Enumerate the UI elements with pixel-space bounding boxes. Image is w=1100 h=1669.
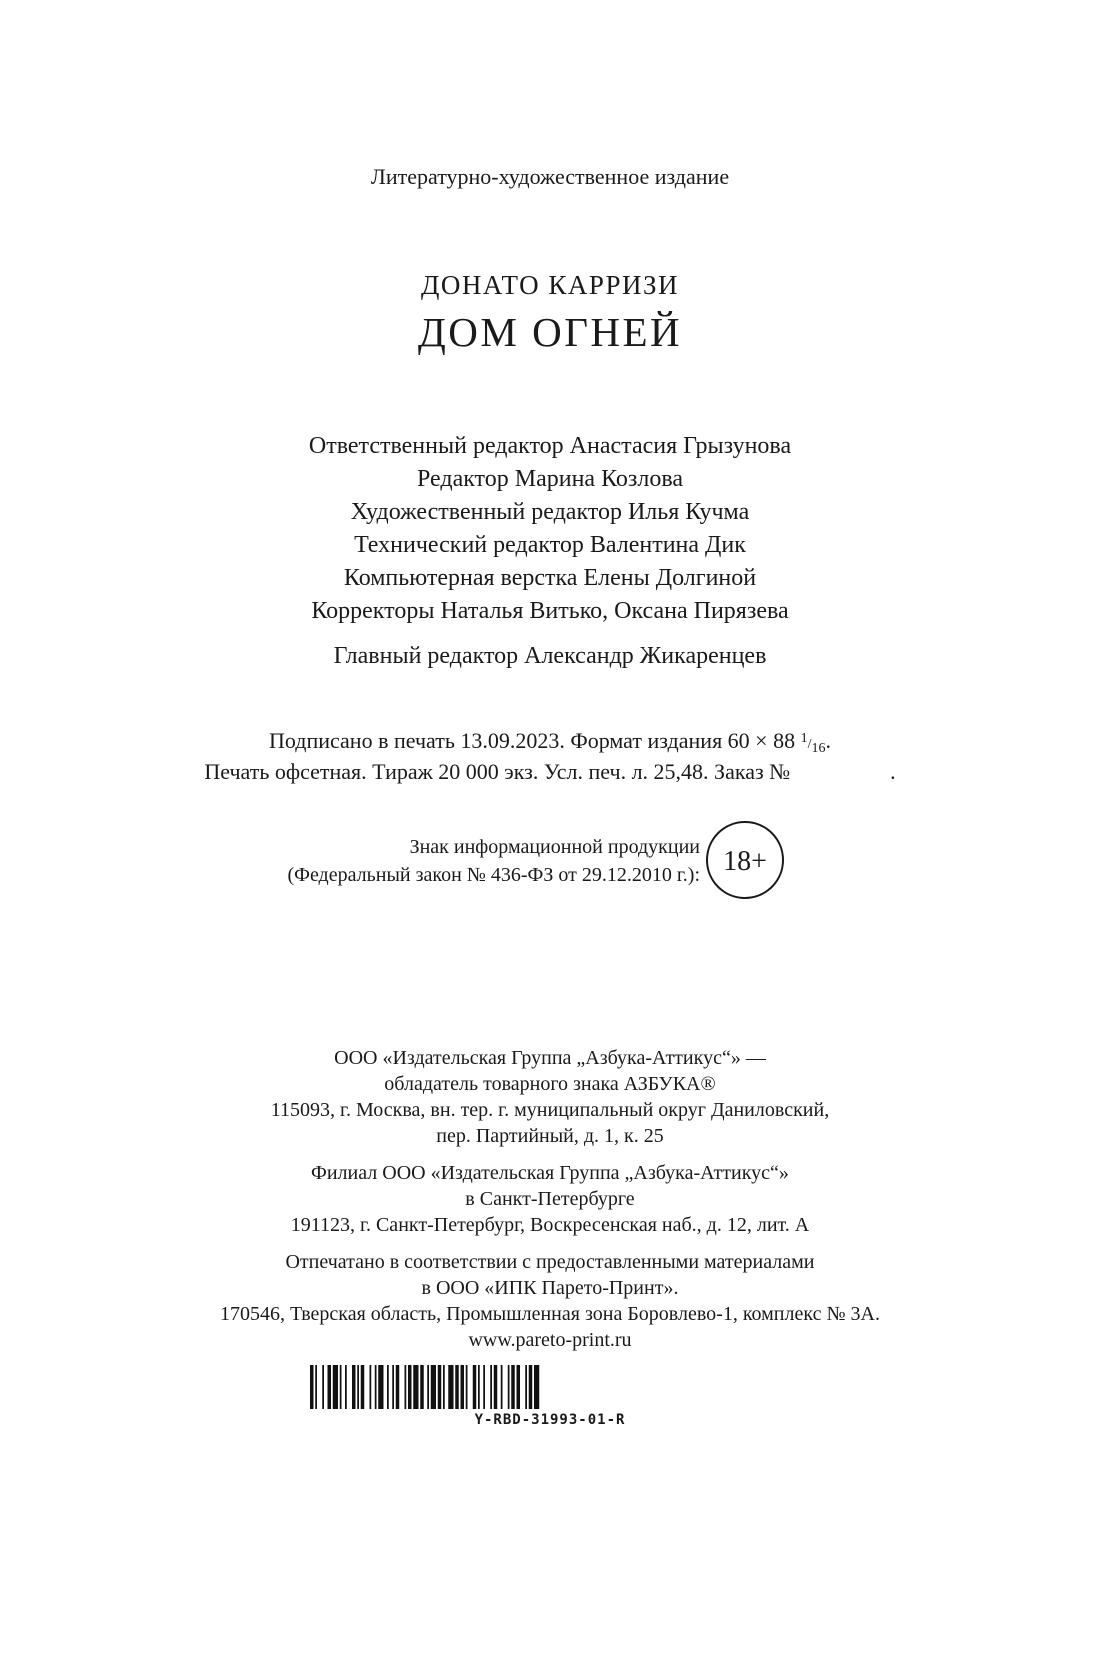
- publisher-line: 115093, г. Москва, вн. тер. г. муниципальный округ Даниловский,: [270, 1099, 830, 1121]
- barcode-bar: [420, 1365, 424, 1409]
- barcode-bar: [501, 1365, 503, 1409]
- publisher-line: ООО «Издательская Группа „Азбука-Аттикус“» —: [334, 1047, 766, 1069]
- barcode-bar: [413, 1365, 418, 1409]
- barcode-bar: [490, 1365, 492, 1409]
- barcode-bar: [494, 1365, 498, 1409]
- barcode-bar: [534, 1365, 539, 1409]
- branch-block: [0, 1160, 1100, 1238]
- barcode-bar: [443, 1365, 445, 1409]
- publisher-block: [0, 1045, 1100, 1149]
- book-title: ДОМ ОГНЕЙ: [417, 309, 683, 355]
- age-rating-badge: 18+: [706, 821, 784, 899]
- barcode-bar: [361, 1365, 365, 1409]
- fraction-denominator: 16: [811, 741, 826, 756]
- info-product-sign: [200, 833, 700, 889]
- barcode-bar: [438, 1365, 442, 1409]
- barcode-bar: [461, 1365, 465, 1409]
- barcode-code: Y-RBD-31993-01-R: [474, 1412, 626, 1428]
- barcode-bar: [315, 1365, 317, 1409]
- barcode-bar: [466, 1365, 468, 1409]
- credit-line: Ответственный редактор Анастасия Грызунова: [308, 433, 792, 459]
- barcode-bar: [517, 1365, 521, 1409]
- barcode-bar: [525, 1365, 527, 1409]
- barcode-bar: [328, 1365, 332, 1409]
- barcode-bar: [511, 1365, 515, 1409]
- barcode-bar: [427, 1365, 429, 1409]
- barcode-bar: [478, 1365, 480, 1409]
- chief-editor: Главный редактор Александр Жикаренцев: [333, 643, 767, 669]
- barcode-bar: [405, 1365, 407, 1409]
- barcode-bar: [357, 1365, 359, 1409]
- publisher-line: пер. Партийный, д. 1, к. 25: [436, 1125, 664, 1147]
- barcode-image: [310, 1365, 730, 1409]
- print-info-text: Печать офсетная. Тираж 20 000 экз. Усл. печ. л. 25,48. Заказ №: [204, 759, 791, 784]
- barcode-bar: [431, 1365, 436, 1409]
- print-info-end: .: [890, 759, 896, 784]
- print-info-text: Подписано в печать 13.09.2023. Формат издания 60 × 88: [269, 728, 801, 753]
- credit-line: Корректоры Наталья Витько, Оксана Пирязева: [311, 598, 789, 624]
- barcode-bar: [345, 1365, 347, 1409]
- barcode-bar: [370, 1365, 372, 1409]
- publisher-line: обладатель товарного знака АЗБУКА®: [384, 1073, 716, 1095]
- barcode-bar: [387, 1365, 389, 1409]
- fraction-numerator: 1: [800, 731, 808, 746]
- barcode-bar: [378, 1365, 383, 1409]
- print-info-end: .: [825, 728, 831, 753]
- edition-genre: Литературно-художественное издание: [370, 164, 730, 189]
- barcode-bar: [396, 1365, 400, 1409]
- credit-line: Редактор Марина Козлова: [416, 466, 683, 492]
- print-info-line-2: [0, 759, 1100, 785]
- barcode-bar: [310, 1365, 314, 1409]
- credits-list: [0, 430, 1100, 628]
- branch-line: в Санкт-Петербурге: [465, 1188, 635, 1210]
- print-info-line-1: [0, 728, 1100, 757]
- sign-line-2: (Федеральный закон № 436-ФЗ от 29.12.2010 г.):: [287, 864, 700, 886]
- printer-line: 170546, Тверская область, Промышленная зона Боровлево-1, комплекс № 3А.: [220, 1303, 880, 1325]
- barcode-bar: [322, 1365, 324, 1409]
- barcode-bar: [392, 1365, 394, 1409]
- credit-line: Компьютерная верстка Елены Долгиной: [343, 565, 757, 591]
- printer-block: [0, 1249, 1100, 1353]
- barcode-bar: [529, 1365, 533, 1409]
- barcode-bar: [340, 1365, 342, 1409]
- barcode-bar: [375, 1365, 377, 1409]
- barcode-bar: [455, 1365, 459, 1409]
- barcode-bar: [408, 1365, 412, 1409]
- barcode-bar: [448, 1365, 453, 1409]
- branch-line: Филиал ООО «Издательская Группа „Азбука-Аттикус“»: [311, 1162, 789, 1184]
- author-name: ДОНАТО КАРРИЗИ: [421, 270, 679, 300]
- barcode-bar: [508, 1365, 510, 1409]
- sign-line-1: Знак информационной продукции: [409, 836, 700, 858]
- barcode-bar: [483, 1365, 485, 1409]
- barcode-bar: [473, 1365, 477, 1409]
- format-fraction: $^1/_{16}$: [800, 731, 826, 756]
- credit-line: Художественный редактор Илья Кучма: [350, 499, 750, 525]
- printer-line: Отпечатано в соответствии с предоставленными материалами: [285, 1251, 815, 1273]
- credit-line: Технический редактор Валентина Дик: [354, 532, 746, 558]
- barcode-bar: [352, 1365, 356, 1409]
- printer-website: www.pareto-print.ru: [468, 1329, 632, 1351]
- printer-line: в ООО «ИПК Парето-Принт».: [421, 1277, 679, 1299]
- branch-line: 191123, г. Санкт-Петербург, Воскресенская наб., д. 12, лит. А: [290, 1214, 810, 1236]
- barcode-bar: [333, 1365, 338, 1409]
